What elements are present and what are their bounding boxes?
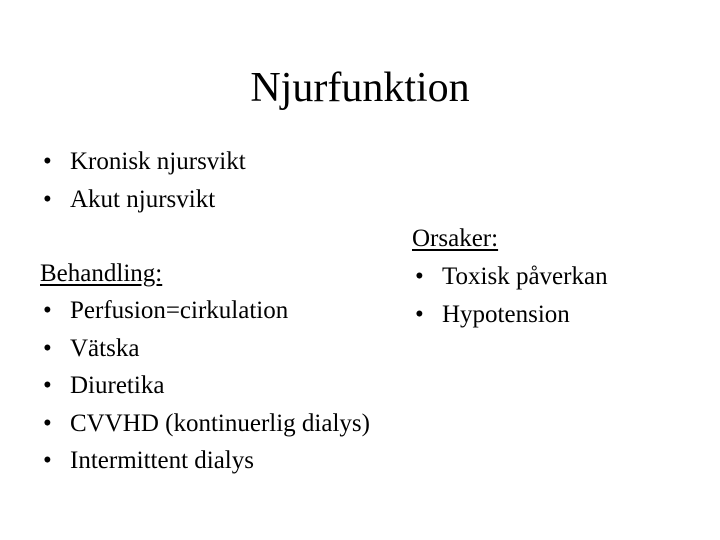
- kidney-failure-types-list: [40, 143, 246, 218]
- list-item-toxic-influence: • Toxisk påverkan: [412, 258, 608, 296]
- list-item-fluid: • Vätska: [40, 330, 370, 368]
- causes-list: [412, 258, 608, 333]
- list-item-hypotension: • Hypotension: [412, 296, 608, 334]
- list-item-perfusion: • Perfusion=cirkulation: [40, 292, 370, 330]
- list-item-intermittent-dialysis: • Intermittent dialys: [40, 442, 370, 480]
- list-item-acute-kidney-failure: • Akut njursvikt: [40, 181, 246, 219]
- treatment-heading: Behandling:: [40, 260, 163, 287]
- list-item-chronic-kidney-failure: • Kronisk njursvikt: [40, 143, 246, 181]
- slide-title: Njurfunktion: [250, 65, 470, 111]
- causes-heading: Orsaker:: [412, 225, 499, 252]
- list-item-diuretics: • Diuretika: [40, 367, 370, 405]
- list-item-cvvhd: • CVVHD (kontinuerlig dialys): [40, 405, 370, 443]
- treatment-list: [40, 292, 370, 480]
